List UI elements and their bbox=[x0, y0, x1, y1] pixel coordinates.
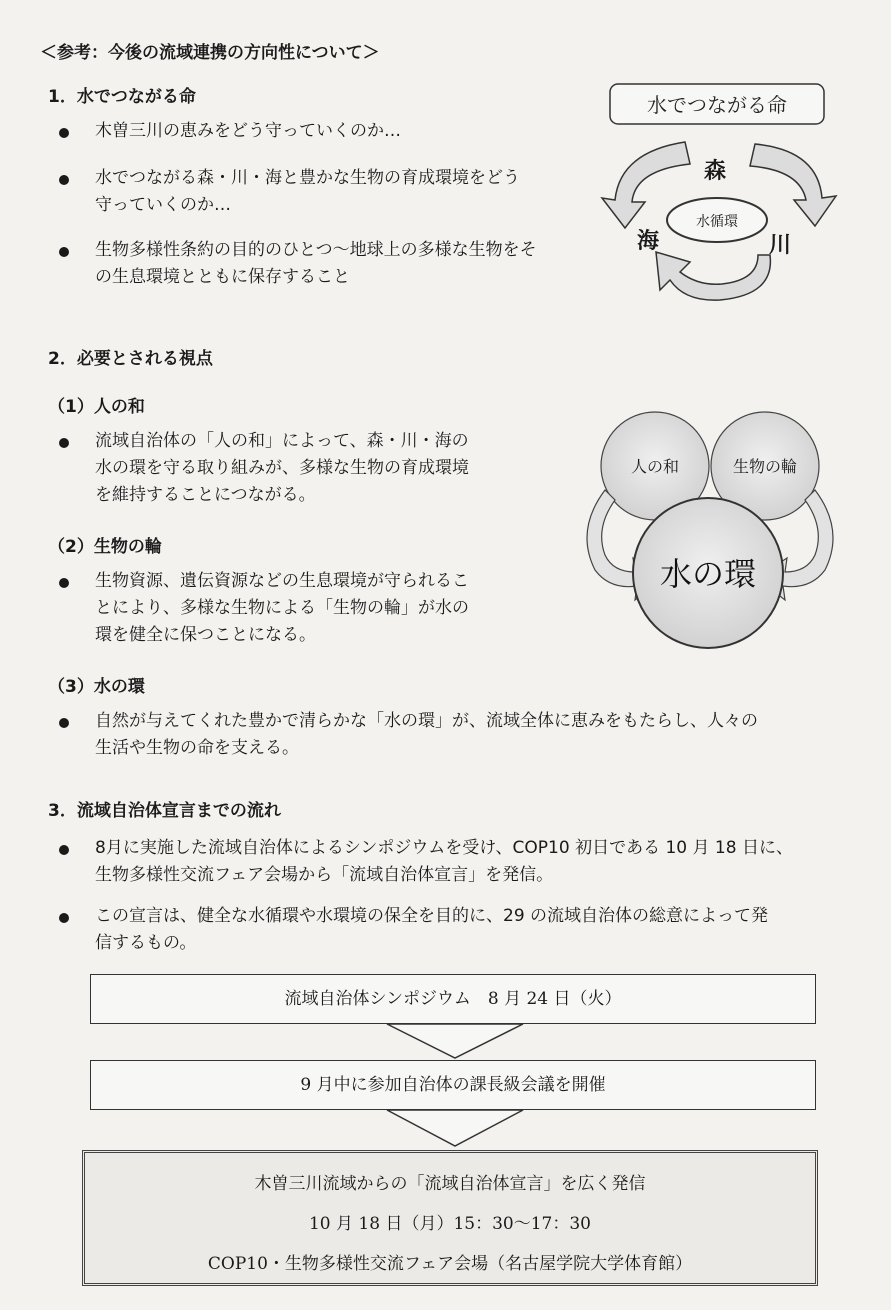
three-rings-diagram bbox=[575, 410, 840, 665]
list-item: 水でつながる森・川・海と豊かな生物の育成環境をどう 守っていくのか… bbox=[95, 165, 520, 219]
bullet-icon bbox=[59, 175, 69, 185]
section3-heading: 3．流域自治体宣言までの流れ bbox=[48, 801, 281, 821]
water-cycle-title: 水でつながる命 bbox=[647, 93, 787, 117]
flow-step-symposium: 流域自治体シンポジウム 8 月 24 日（火） bbox=[90, 974, 816, 1024]
list-item: 8月に実施した流域自治体によるシンポジウムを受け、COP10 初日である 10 月 18 日に、 生物多様性交流フェア会場から「流域自治体宣言」を発信。 bbox=[95, 835, 793, 889]
bullet-icon bbox=[59, 718, 69, 728]
bullet-icon bbox=[59, 128, 69, 138]
bullet-icon bbox=[59, 845, 69, 855]
section1-heading: 1．水でつながる命 bbox=[48, 87, 196, 107]
life-label: 生物の輪 bbox=[732, 457, 798, 476]
list-item: 生物多様性条約の目的のひとつ～地球上の多様な生物をそ の生息環境とともに保存すること bbox=[95, 237, 537, 291]
water-cycle-diagram bbox=[590, 80, 840, 310]
bullet-icon bbox=[59, 913, 69, 923]
subsection-life-heading: （2）生物の輪 bbox=[48, 537, 162, 557]
section2-heading: 2．必要とされる視点 bbox=[48, 349, 213, 369]
list-item: 木曽三川の恵みをどう守っていくのか… bbox=[95, 118, 401, 145]
forest-label: 森 bbox=[703, 159, 727, 184]
flow-step-meeting: 9 月中に参加自治体の課長級会議を開催 bbox=[90, 1060, 816, 1110]
list-item: 流域自治体の「人の和」によって、森・川・海の 水の環を守る取り組みが、多様な生物の育成環境 を維持することにつながる。 bbox=[95, 428, 469, 509]
page-title: ＜参考：今後の流域連携の方向性について＞ bbox=[40, 43, 380, 63]
sea-label: 海 bbox=[636, 229, 660, 254]
subsection-people-heading: （1）人の和 bbox=[48, 397, 145, 417]
river-label: 川 bbox=[768, 233, 792, 258]
bullet-icon bbox=[59, 438, 69, 448]
svg-text:水循環: 水循環 bbox=[696, 214, 738, 230]
bullet-icon bbox=[59, 247, 69, 257]
water-label: 水の環 bbox=[659, 555, 757, 593]
flow-arrow-down-icon bbox=[385, 1108, 525, 1148]
flow-step-declaration: 木曽三川流域からの「流域自治体宣言」を広く発信 10 月 18 日（月）15：30～17：30 COP10・生物多様性交流フェア会場（名古屋学院大学体育館） bbox=[82, 1150, 818, 1286]
flow-arrow-down-icon bbox=[385, 1022, 525, 1060]
list-item: 自然が与えてくれた豊かで清らかな「水の環」が、流域全体に恵みをもたらし、人々の 生活や生物の命を支える。 bbox=[95, 708, 758, 762]
list-item: この宣言は、健全な水循環や水環境の保全を目的に、29 の流域自治体の総意によって発 信するもの。 bbox=[95, 903, 768, 957]
people-label: 人の和 bbox=[630, 457, 680, 476]
bullet-icon bbox=[59, 578, 69, 588]
cycle-arrow-bottom bbox=[656, 252, 770, 300]
subsection-water-heading: （3）水の環 bbox=[48, 677, 145, 697]
list-item: 生物資源、遺伝資源などの生息環境が守られるこ とにより、多様な生物による「生物の輪」が水の 環を健全に保つことになる。 bbox=[95, 568, 469, 649]
